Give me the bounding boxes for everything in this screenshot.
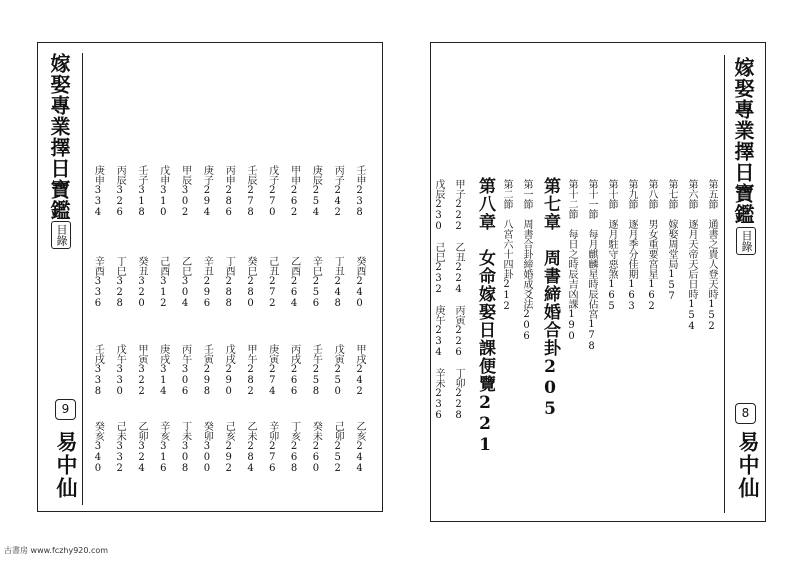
toc-entry: 庚戌314 <box>157 344 169 397</box>
toc-entry: 丙午306 <box>179 344 191 397</box>
toc-entry: 癸卯300 <box>201 421 213 474</box>
book-title-left: 嫁娶專業擇日寶鑑 <box>47 53 71 221</box>
toc-entry: 庚申334 <box>92 165 104 218</box>
toc-entry: 癸巳280 <box>245 256 256 309</box>
toc-entry: 乙未284 <box>245 421 256 474</box>
toc-entry: 辛巳256 <box>310 256 322 309</box>
page-number-left: 9 <box>55 399 76 420</box>
toc-entry: 甲午282 <box>245 344 256 397</box>
book-title-right: 嫁娶專業擇日寶鑑 <box>731 57 755 225</box>
section-entry: 戊辰230 己巳232 庚午234 辛未236 <box>433 179 444 421</box>
toc-entry: 丁酉288 <box>223 256 235 309</box>
section-entry: 第十二節 每日之時辰吉凶課190 <box>566 179 577 342</box>
page-number-right: 8 <box>735 403 756 424</box>
toc-entry: 壬申238 <box>354 165 365 218</box>
toc-entry: 壬午258 <box>310 344 322 397</box>
toc-entry: 己卯252 <box>332 421 344 474</box>
title-divider-left <box>82 53 83 505</box>
toc-entry: 甲戌242 <box>354 344 365 397</box>
toc-entry: 己丑272 <box>266 256 278 309</box>
toc-entry: 甲寅322 <box>136 344 147 397</box>
toc-entry: 乙卯324 <box>136 421 147 474</box>
toc-entry: 辛卯276 <box>266 421 278 474</box>
toc-entry: 戊午330 <box>114 344 126 397</box>
section-tag-left: 目錄 <box>51 221 71 249</box>
section-entry: 第十一節 每月麒麟星時辰佔宮178 <box>586 179 597 352</box>
toc-entry: 乙酉264 <box>288 256 300 309</box>
toc-entry: 己酉312 <box>157 256 169 309</box>
toc-entry: 己亥292 <box>223 421 235 474</box>
toc-entry: 癸亥340 <box>92 421 104 474</box>
toc-entry: 庚辰254 <box>310 165 322 218</box>
toc-entry: 戊申310 <box>157 165 169 218</box>
toc-entry: 癸未260 <box>310 421 322 474</box>
toc-entry: 辛丑296 <box>201 256 213 309</box>
section-entry: 甲子222 乙丑224 丙寅226 丁卯228 <box>453 179 464 421</box>
toc-entry: 壬寅298 <box>201 344 213 397</box>
toc-entry: 丙戌266 <box>288 344 300 397</box>
toc-entry: 甲辰302 <box>179 165 191 218</box>
toc-entry: 丁未308 <box>179 421 191 474</box>
toc-entry: 癸酉240 <box>354 256 365 309</box>
toc-entry: 乙巳304 <box>179 256 191 309</box>
chapter-heading: 第八章 女命嫁娶日課便覽221 <box>475 177 495 456</box>
toc-entry: 丙子242 <box>332 165 344 218</box>
section-entry: 第九節 逐月季分佳期163 <box>626 179 637 312</box>
toc-entry: 戊寅250 <box>332 344 344 397</box>
toc-entry: 庚寅274 <box>266 344 278 397</box>
author-right: 易中仙 <box>736 431 761 500</box>
toc-entry: 戊子270 <box>266 165 278 218</box>
toc-entry: 癸丑320 <box>136 256 147 309</box>
author-left: 易中仙 <box>54 431 79 500</box>
toc-entry: 丁巳328 <box>114 256 126 309</box>
section-entry: 第一節 周書合卦締婚成爻法206 <box>521 179 532 342</box>
section-entry: 第八節 男女重要宮星162 <box>646 179 657 312</box>
title-divider-right <box>724 55 725 513</box>
toc-entry: 壬辰278 <box>245 165 256 218</box>
toc-entry: 丁丑248 <box>332 256 344 309</box>
left-page <box>37 42 383 512</box>
section-entry: 第二節 八宮六十四卦212 <box>501 179 512 312</box>
toc-entry: 辛酉336 <box>92 256 104 309</box>
toc-entry: 庚子294 <box>201 165 213 218</box>
toc-entry: 壬戌338 <box>92 344 104 397</box>
toc-entry: 戊戌290 <box>223 344 235 397</box>
toc-entry: 丙辰326 <box>114 165 126 218</box>
toc-entry: 己未332 <box>114 421 126 474</box>
section-entry: 第十節 逐月駐守惡煞165 <box>606 179 617 312</box>
toc-entry: 甲申262 <box>288 165 300 218</box>
section-entry: 第六節 逐月天帝天后日時154 <box>686 179 697 332</box>
toc-entry: 乙亥244 <box>354 421 365 474</box>
right-page <box>430 42 766 522</box>
toc-entry: 丁亥268 <box>288 421 300 474</box>
section-entry: 第五節 通書之貴人登天時152 <box>706 179 717 332</box>
watermark: 古書房 www.fczhy920.com <box>4 546 109 555</box>
section-tag-right: 目錄 <box>736 227 756 255</box>
toc-entry: 辛亥316 <box>157 421 169 474</box>
section-entry: 第七節 嫁娶周堂局157 <box>666 179 677 302</box>
chapter-heading: 第七章 周書締婚合卦205 <box>540 177 560 420</box>
toc-entry: 壬子318 <box>136 165 147 218</box>
toc-entry: 丙申286 <box>223 165 235 218</box>
